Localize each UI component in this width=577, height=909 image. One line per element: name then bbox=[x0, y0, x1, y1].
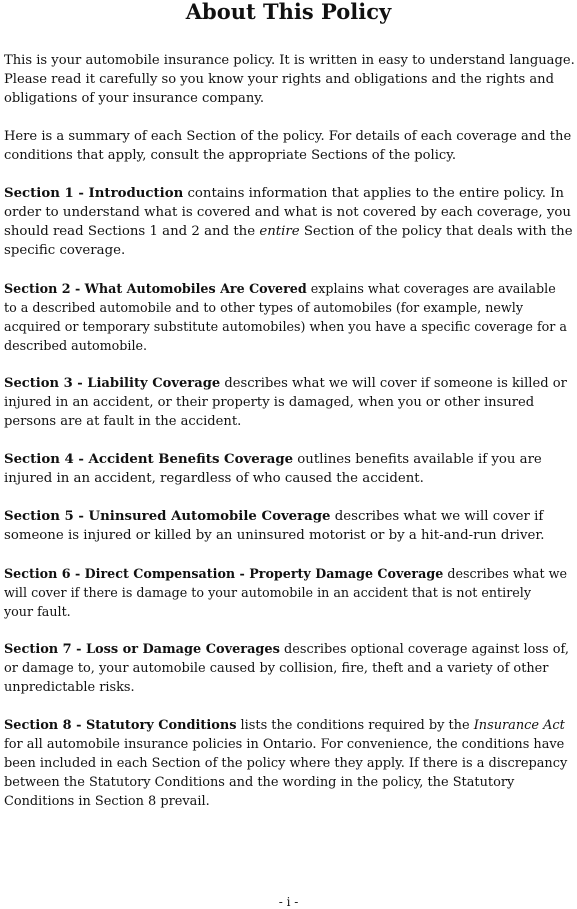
section-text: to a described automobile and to other types of automobiles (for example, newly bbox=[4, 300, 524, 315]
section-text: between the Statutory Conditions and the wording in the policy, the Statutory bbox=[4, 775, 515, 790]
section-heading: Section 3 - Liability Coverage bbox=[4, 376, 221, 391]
section-text: persons are at fault in the accident. bbox=[4, 414, 242, 429]
section-heading: Section 5 - Uninsured Automobile Coverage bbox=[4, 509, 331, 524]
section-2-paragraph bbox=[4, 279, 567, 355]
section-heading: Section 2 - What Automobiles Are Covered bbox=[4, 281, 307, 296]
section-heading: Section 8 - Statutory Conditions bbox=[4, 718, 237, 733]
section-text: unpredictable risks. bbox=[4, 680, 135, 695]
section-text: describes optional coverage against loss of, bbox=[279, 642, 569, 657]
section-1-paragraph bbox=[4, 184, 573, 260]
section-heading: Section 1 - Introduction bbox=[4, 186, 184, 201]
section-text: Conditions in Section 8 prevail. bbox=[4, 794, 210, 809]
summary-line: conditions that apply, consult the appropriate Sections of the policy. bbox=[4, 148, 457, 163]
page-title: About This Policy bbox=[185, 0, 392, 24]
summary-line: Here is a summary of each Section of the policy. For details of each coverage and the bbox=[4, 129, 572, 144]
section-text: for all automobile insurance policies in Ontario. For convenience, the conditions have bbox=[4, 737, 565, 752]
intro-line: obligations of your insurance company. bbox=[4, 91, 265, 106]
section-heading: Section 4 - Accident Benefits Coverage bbox=[4, 452, 294, 467]
section-text: lists the conditions required by the bbox=[236, 718, 474, 733]
section-text: someone is injured or killed by an uninsured motorist or by a hit-and-run driver. bbox=[4, 528, 545, 543]
section-text: been included in each Section of the policy where they apply. If there is a discrepancy bbox=[4, 756, 568, 771]
intro-paragraph bbox=[4, 51, 575, 108]
section-3-paragraph bbox=[4, 374, 567, 431]
section-text: acquired or temporary substitute automobiles) when you have a specific coverage for a bbox=[4, 319, 567, 334]
section-text: will cover if there is damage to your automobile in an accident that is not entirely bbox=[4, 585, 532, 600]
intro-line: This is your automobile insurance policy. It is written in easy to understand language. bbox=[4, 53, 575, 68]
section-text: your fault. bbox=[4, 604, 71, 619]
section-text: should read Sections 1 and 2 and the bbox=[4, 224, 260, 239]
section-text: order to understand what is covered and what is not covered by each coverage, you bbox=[4, 205, 571, 220]
summary-paragraph bbox=[4, 127, 571, 165]
section-6-paragraph bbox=[4, 564, 567, 621]
section-text: Section of the policy that deals with the bbox=[299, 224, 573, 239]
section-text-italic: Insurance Act bbox=[473, 718, 565, 733]
section-text: describes what we will cover if bbox=[330, 509, 544, 524]
section-text: outlines benefits available if you are bbox=[293, 452, 542, 467]
section-text-italic: entire bbox=[259, 224, 300, 239]
section-text: described automobile. bbox=[4, 338, 148, 353]
section-text: injured in an accident, or their property is damaged, when you or other insured bbox=[4, 395, 535, 410]
section-4-paragraph bbox=[4, 450, 542, 488]
page-number: - i - bbox=[278, 895, 299, 909]
section-text: or damage to, your automobile caused by collision, fire, theft and a variety of other bbox=[4, 661, 549, 676]
section-text: describes what we will cover if someone is killed or bbox=[220, 376, 567, 391]
section-7-paragraph bbox=[4, 640, 569, 697]
section-heading: Section 7 - Loss or Damage Coverages bbox=[4, 642, 280, 657]
section-text: describes what we bbox=[443, 566, 567, 581]
section-text: specific coverage. bbox=[4, 243, 126, 258]
section-text: injured in an accident, regardless of who caused the accident. bbox=[4, 471, 424, 486]
section-8-paragraph bbox=[4, 716, 567, 811]
section-5-paragraph bbox=[4, 507, 544, 545]
section-text: contains information that applies to the entire policy. In bbox=[183, 186, 564, 201]
intro-line: Please read it carefully so you know your rights and obligations and the rights and bbox=[4, 72, 554, 87]
section-text: explains what coverages are available bbox=[306, 281, 556, 296]
section-heading: Section 6 - Direct Compensation - Property Damage Coverage bbox=[4, 566, 444, 581]
